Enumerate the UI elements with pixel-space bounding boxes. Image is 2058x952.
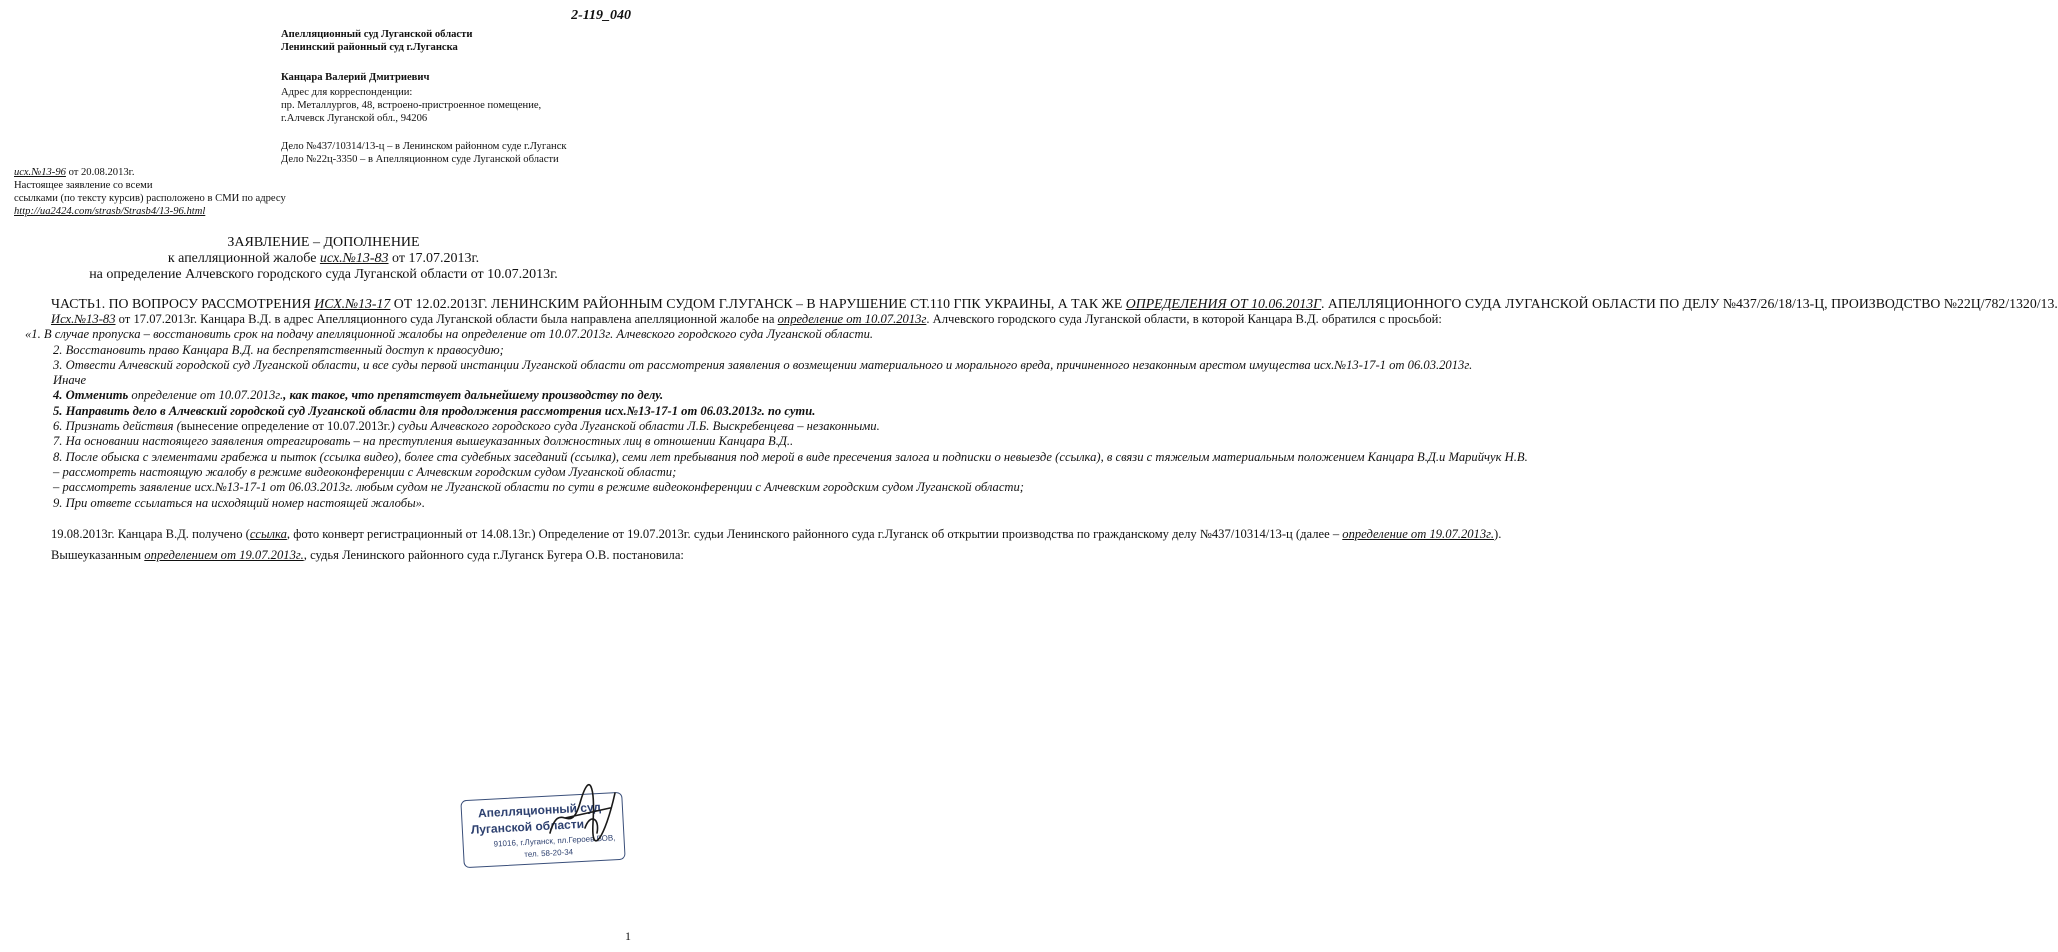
- request-item-7: 7. На основании настоящего заявления отреагировать – на преступления вышеуказанных должностных лиц в отношении Канцара В.Д..: [53, 434, 794, 449]
- paragraph-received: 19.08.2013г. Канцара В.Д. получено (ссылка, фото конверт регистрационный от 14.08.13г.) Определение от 19.07.2013г. судьи Ленинского районного суда г.Луганск об открытии производства по гражданскому делу №437/10314/13-ц (далее – определение от 19.07.2013г.).: [51, 526, 1502, 541]
- request-item-4: 4. Отменить определение от 10.07.2013г., как такое, что препятствует дальнейшему производству по делу.: [53, 388, 664, 403]
- paragraph-intro: Исх.№13-83 от 17.07.2013г. Канцара В.Д. в адрес Апелляционного суда Луганской области была направлена апелляционной жалобе на определение от 10.07.2013г. Алчевского городского суда Луганской области, в которой Канцара В.Д. обратился с просьбой:: [51, 312, 1442, 326]
- request-item-8a: – рассмотреть настоящую жалобу в режиме видеоконференции с Алчевским городским судом Луганской области;: [53, 464, 677, 479]
- reference-url-link[interactable]: http://ua2424.com/strasb/Strasb4/13-96.html: [14, 206, 206, 217]
- court-district: Ленинский районный суд г.Луганска: [281, 42, 458, 53]
- reference-note-2: ссылками (по тексту курсив) расположено в СМИ по адресу: [14, 193, 286, 204]
- request-item-1: «1. В случае пропуска – восстановить срок на подачу апелляционной жалобы на определение от 10.07.2013г. Алчевского городского суда Луганской области.: [25, 327, 874, 342]
- request-item-6: 6. Признать действия (вынесение определение от 10.07.2013г.) судьи Алчевского городского суда Луганской области Л.Б. Выскребенцева – незаконными.: [53, 419, 880, 434]
- request-item-2: 2. Восстановить право Канцара В.Д. на беспрепятственный доступ к правосудию;: [53, 342, 504, 357]
- request-otherwise: Иначе: [53, 373, 87, 388]
- request-item-8: 8. После обыска с элементами грабежа и пыток (ссылка видео), более ста судебных заседаний (ссылка), семи лет пребывания под мерой в виде пресечения залога и подписки о невыезде (ссылка), в связи с тяжелым материальным положением Канцара В.Д.и Марийчук Н.В.: [53, 449, 1528, 464]
- signature: [545, 778, 625, 848]
- court-stamp: Апелляционный суд Луганской области 91016, г.Луганск, пл.Героев ВОВ, тел. 58-20-34: [460, 792, 625, 868]
- address-label: Адрес для корреспонденции:: [281, 87, 413, 98]
- document-title-block: [0, 235, 647, 283]
- document-body: [15, 296, 2058, 563]
- request-item-8b: – рассмотреть заявление исх.№13-17-1 от 06.03.2013г. любым судом не Луганской области по сути в режиме видеоконференции с Алчевским городским судом Луганской области;: [53, 480, 1024, 495]
- reference-note-1: Настоящее заявление со всеми: [14, 180, 153, 191]
- document-subtitle-2: на определение Алчевского городского суда Луганской области от 10.07.2013г.: [89, 267, 558, 282]
- case-number-2: Дело №22ц-3350 – в Апелляционном суде Луганской области: [281, 154, 559, 165]
- reference-date: от 20.08.2013г.: [65, 167, 135, 178]
- address-line-2: г.Алчевск Луганской обл., 94206: [281, 113, 428, 124]
- request-item-5: 5. Направить дело в Алчевский городской суд Луганской области для продолжения рассмотрения исх.№13-17-1 от 06.03.2013г. по сути.: [53, 403, 816, 418]
- paragraph-ruling: Вышеуказанным определением от 19.07.2013г., судья Ленинского районного суда г.Луганск Бугера О.В. постановила:: [51, 548, 684, 563]
- document-id: 2-119_040: [571, 8, 631, 23]
- address-line-1: пр. Металлургов, 48, встроено-пристроенное помещение,: [281, 100, 542, 111]
- document-title: ЗАЯВЛЕНИЕ – ДОПОЛНЕНИЕ: [227, 235, 420, 250]
- request-item-9: 9. При ответе ссылаться на исходящий номер настоящей жалобы».: [53, 495, 426, 510]
- applicant-name: Канцара Валерий Дмитриевич: [281, 72, 430, 83]
- court-appeal: Апелляционный суд Луганской области: [281, 29, 473, 40]
- document-subtitle-1: к апелляционной жалобе исх.№13-83 от 17.07.2013г.: [167, 251, 480, 266]
- page-number: 1: [625, 929, 631, 943]
- request-item-3: 3. Отвести Алчевский городской суд Луганской области, и все суды первой инстанции Луганской области от рассмотрения заявления о возмещении материального и морального вреда, причиненного незаконным арестом имущества исх.№13-17-1 от 06.03.2013г.: [53, 357, 1473, 372]
- outgoing-reference: [14, 166, 286, 218]
- reference-number: исх.№13-96: [14, 167, 66, 178]
- part-1-heading: ЧАСТЬ1. ПО ВОПРОСУ РАССМОТРЕНИЯ ИСХ.№13-17 ОТ 12.02.2013Г. ЛЕНИНСКИМ РАЙОННЫМ СУДОМ Г.ЛУГАНСК – В НАРУШЕНИЕ СТ.110 ГПК УКРАИНЫ, А ТАК ЖЕ ОПРЕДЕЛЕНИЯ ОТ 10.06.2013Г. АПЕЛЛЯЦИОННОГО СУДА ЛУГАНСКОЙ ОБЛАСТИ ПО ДЕЛУ №437/26/18/13-Ц, ПРОИЗВОДСТВО №22Ц/782/1320/13.: [51, 296, 2058, 311]
- case-number-1: Дело №437/10314/13-ц – в Ленинском районном суде г.Луганск: [281, 141, 567, 152]
